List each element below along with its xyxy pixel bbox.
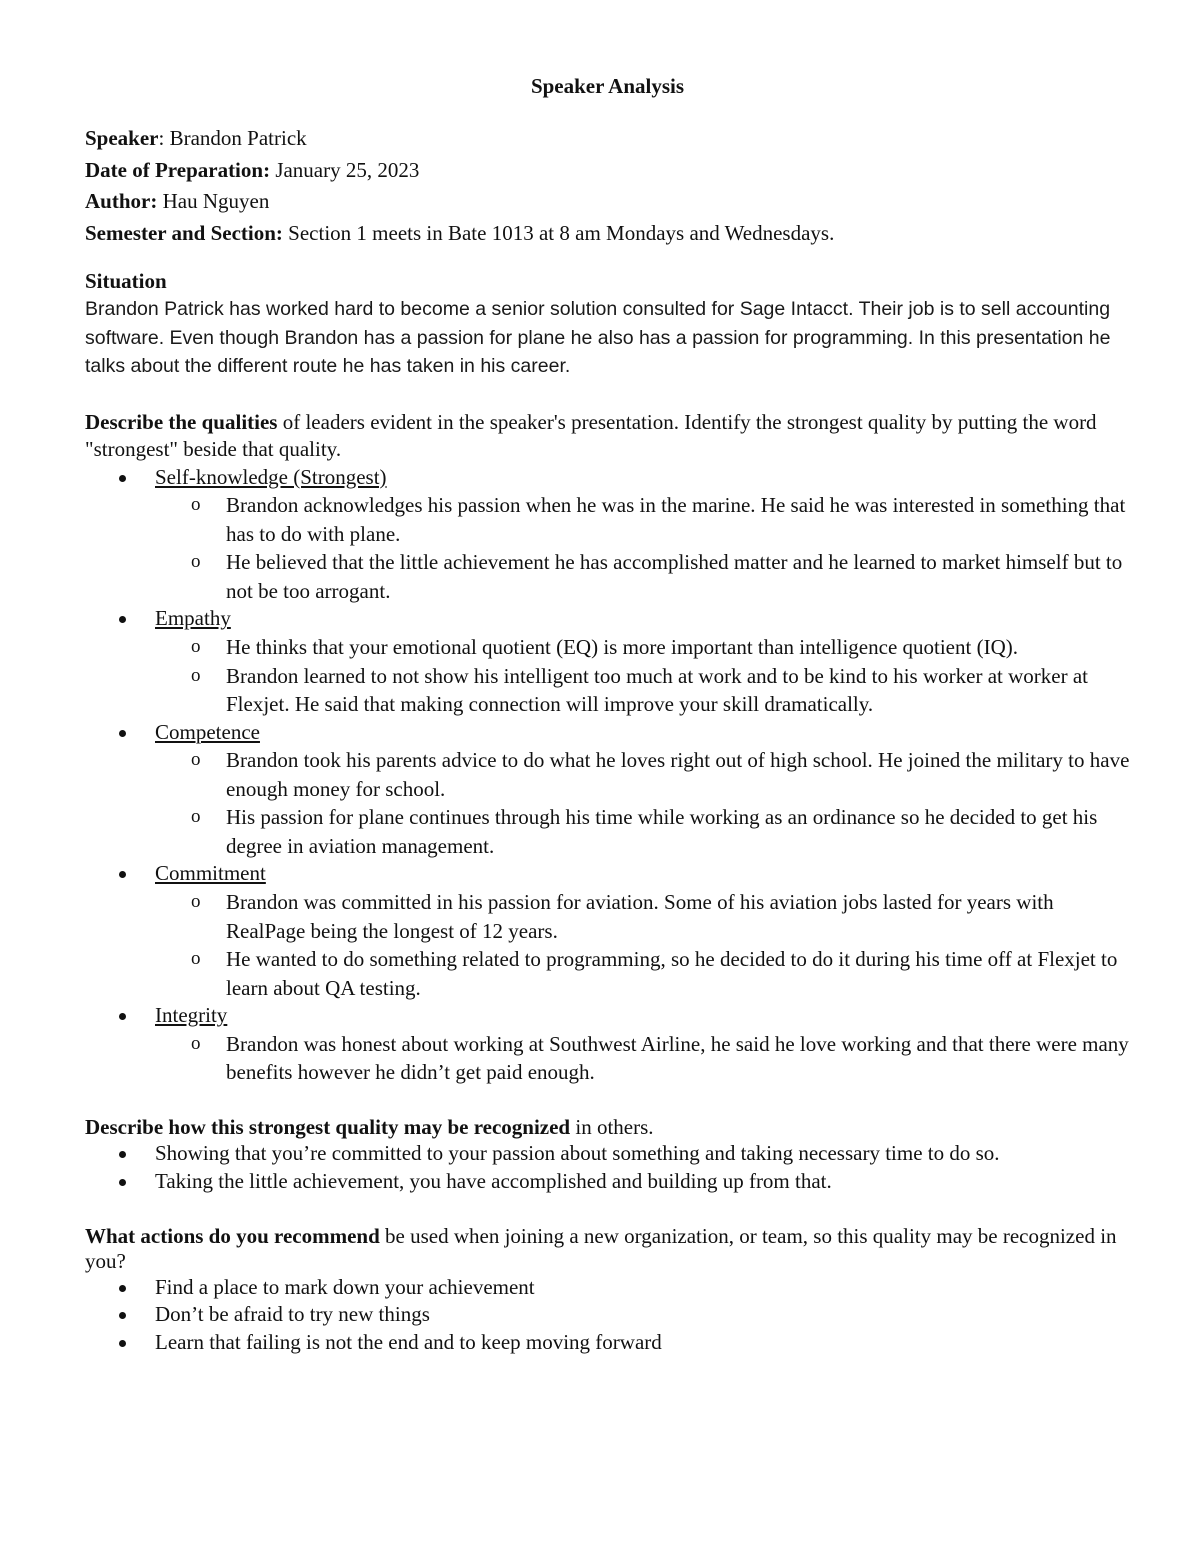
semester-line [85,218,1130,250]
quality-points [155,746,1130,860]
quality-points [155,1030,1130,1087]
quality-point [155,888,1130,945]
sub-bullet-marker: o [191,1032,201,1054]
document-title: Speaker Analysis [530,74,685,98]
quality-point-text: His passion for plane continues through his time while working as an ordinance so he decided to get his degree in aviation management. [226,805,1098,858]
quality-item [85,860,1130,1002]
quality-point-text: Brandon took his parents advice to do what he loves right out of high school. He joined the military to have enough money for school. [226,748,1130,801]
recognized-prompt [85,1115,1130,1140]
situation-heading: Situation [85,269,167,293]
list-item: Taking the little achievement, you have accomplished and building up from that. [85,1168,1130,1196]
quality-point-text: Brandon acknowledges his passion when he was in the marine. He said he was interested in something that has to do with plane. [226,493,1126,546]
date-label: Date of Preparation: [85,157,271,182]
quality-point [155,945,1130,1002]
author-label: Author: [85,189,158,213]
quality-item [85,719,1130,861]
sub-bullet-marker: o [191,636,201,658]
author-line [85,186,1130,218]
speaker-line [85,123,1130,155]
quality-label: Commitment [155,861,266,886]
sub-bullet-marker: o [191,948,201,970]
quality-item [85,464,1130,606]
quality-point [155,746,1130,803]
speaker-label: Speaker [85,126,159,150]
quality-points [155,491,1130,605]
quality-point [155,803,1130,860]
speaker-value: : Brandon Patrick [158,126,307,150]
quality-label: Self-knowledge (Strongest) [155,464,387,489]
quality-point [155,548,1130,605]
actions-list [85,1274,1130,1357]
quality-label: Empathy [155,606,231,631]
recognized-prompt-rest: in others. [570,1114,654,1139]
quality-point-text: He believed that the little achievement he has accomplished matter and he learned to market himself but to not be too arrogant. [226,550,1123,603]
semester-label: Semester and Section: [85,220,283,245]
quality-point-text: He wanted to do something related to programming, so he decided to do it during his time off at Flexjet to learn about QA testing. [226,947,1118,1000]
quality-point-text: He thinks that your emotional quotient (EQ) is more important than intelligence quotient (IQ). [226,635,1018,660]
sub-bullet-marker: o [191,891,201,913]
actions-prompt-rest: be used when joining a new organization, or team, so this quality may be recognized in you? [85,1223,1117,1273]
qualities-prompt-rest: of leaders evident in the speaker's presentation. Identify the strongest quality by putting the word "strongest" beside that quality. [85,409,1097,461]
quality-label: Competence [155,719,260,744]
date-value: January 25, 2023 [270,157,420,182]
quality-point [155,662,1130,719]
list-item: Learn that failing is not the end and to keep moving forward [85,1329,1130,1357]
qualities-prompt [85,409,1130,464]
recognized-prompt-bold: Describe how this strongest quality may be recognized [85,1114,571,1139]
quality-point [155,491,1130,548]
actions-prompt-bold: What actions do you recommend [85,1223,380,1248]
qualities-list [85,464,1130,1087]
list-item: Showing that you’re committed to your passion about something and taking necessary time to do so. [85,1140,1130,1168]
situation-text: Brandon Patrick has worked hard to become a senior solution consulted for Sage Intacct. Their job is to sell accounting software. Even though Brandon has a passion for plane he also has a passion for programming. In this presentation he talks about the different route he has taken in his career. [85,298,1111,377]
sub-bullet-marker: o [191,806,201,828]
quality-item [85,605,1130,718]
actions-prompt [85,1224,1130,1274]
list-item: Don’t be afraid to try new things [85,1301,1130,1329]
author-value: Hau Nguyen [157,189,270,213]
sub-bullet-marker: o [191,551,201,573]
quality-points [155,888,1130,1002]
date-line [85,155,1130,187]
sub-bullet-marker: o [191,664,201,686]
sub-bullet-marker: o [191,494,201,516]
recognized-list [85,1140,1130,1196]
quality-point-text: Brandon was committed in his passion for aviation. Some of his aviation jobs lasted for years with RealPage being the longest of 12 years. [226,890,1054,943]
list-item: Find a place to mark down your achievement [85,1274,1130,1302]
quality-label: Integrity [155,1003,228,1028]
sub-bullet-marker: o [191,749,201,771]
quality-item [85,1002,1130,1087]
qualities-prompt-bold: Describe the qualities [85,409,278,434]
quality-point-text: Brandon was honest about working at Southwest Airline, he said he love working and that there were many benefits however he didn’t get paid enough. [226,1031,1129,1085]
quality-points [155,633,1130,719]
quality-point-text: Brandon learned to not show his intelligent too much at work and to be kind to his worker at worker at Flexjet. He said that making connection will improve your skill dramatically. [226,663,1088,717]
quality-point [155,633,1130,662]
semester-value: Section 1 meets in Bate 1013 at 8 am Mondays and Wednesdays. [282,220,835,245]
quality-point [155,1030,1130,1087]
